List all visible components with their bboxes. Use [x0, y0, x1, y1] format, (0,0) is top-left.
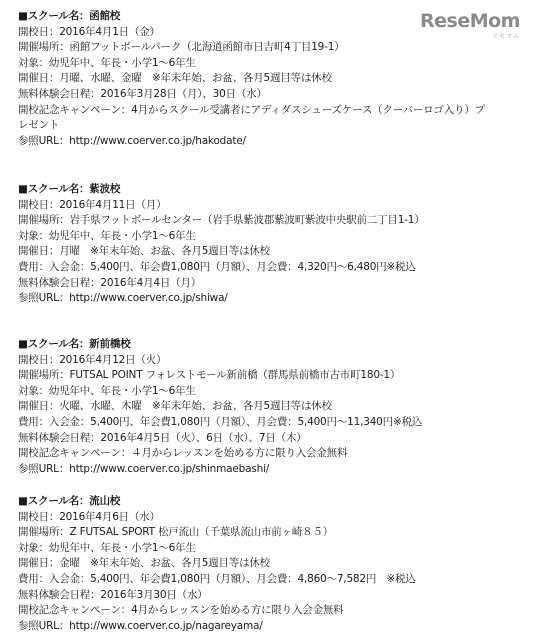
school-section-nagareyama	[18, 494, 518, 634]
venue: 開催場所：函館フットボールパーク（北海道函館市日吉町4丁目19-1）	[18, 41, 345, 54]
reference-url[interactable]: 参照URL：http://www.coerver.co.jp/shinmaebashi/	[18, 462, 270, 475]
fees: 費用：入会金：5,400円、年会費1,080円（月額）、月会費：4,860～7,582円 ※税込	[18, 572, 416, 585]
school-section-hakodate	[18, 9, 518, 149]
opening-date: 開校日：2016年4月1日（金）	[18, 25, 160, 38]
reference-url[interactable]: 参照URL：http://www.coerver.co.jp/shiwa/	[18, 292, 228, 305]
trial-dates: 無料体験会日程：2016年3月28日（月）、30日（水）	[18, 87, 267, 100]
schedule: 開催日：火曜、水曜、木曜 ※年末年始、お盆、各月5週目等は休校	[18, 400, 332, 413]
schedule: 開催日：月曜、水曜、金曜 ※年末年始、お盆、各月5週目等は休校	[18, 72, 332, 85]
target: 対象：幼児年中、年長・小学1～6年生	[18, 56, 196, 69]
campaign: 開校記念キャンペーン：４月からレッスンを始める方に限り入会金無料	[18, 447, 348, 460]
reference-url[interactable]: 参照URL：http://www.coerver.co.jp/nagareyama/	[18, 619, 263, 632]
school-section-shinmaebashi	[18, 337, 518, 477]
venue: 開催場所：岩手県フットボールセンター（岩手県紫波郡紫波町紫波中央駅前二丁目1-1）	[18, 214, 425, 227]
campaign: 開校記念キャンペーン：4月からレッスンを始める方に限り入会金無料	[18, 604, 344, 617]
schedule: 開催日：月曜 ※年末年始、お盆、各月5週目等は休校	[18, 245, 270, 258]
reference-url[interactable]: 参照URL：http://www.coerver.co.jp/hakodate/	[18, 134, 246, 147]
trial-dates: 無料体験会日程：2016年4月5日（火）、6日（水）、7日（木）	[18, 431, 307, 444]
school-title: ■スクール名：紫波校	[18, 183, 121, 195]
school-title: ■スクール名：函館校	[18, 10, 121, 22]
target: 対象：幼児年中、年長・小学1～6年生	[18, 229, 196, 242]
logo-text: ReseMom	[420, 10, 520, 32]
fees: 費用：入会金：5,400円、年会費1,080円（月額）、月会費：5,400円～11,340円※税込	[18, 415, 423, 428]
campaign: 開校記念キャンペーン：4月からスクール受講者にアディダスシューズケース（クーバーロゴ入り）プレゼント	[18, 103, 485, 132]
school-title: ■スクール名：新前橋校	[18, 338, 131, 350]
trial-dates: 無料体験会日程：2016年4月4日（月）	[18, 276, 202, 289]
fees: 費用：入会金：5,400円、年会費1,080円（月額）、月会費：4,320円～6,480円※税込	[18, 260, 416, 273]
opening-date: 開校日：2016年4月6日（水）	[18, 510, 160, 523]
trial-dates: 無料体験会日程：2016年3月30日（水）	[18, 588, 208, 601]
opening-date: 開校日：2016年4月11日（月）	[18, 198, 167, 211]
target: 対象：幼児年中、年長・小学1～6年生	[18, 541, 196, 554]
venue: 開催場所：FUTSAL POINT フォレストモール新前橋（群馬県前橋市古市町180-1）	[18, 369, 401, 382]
school-title: ■スクール名：流山校	[18, 495, 121, 507]
school-section-shiwa	[18, 182, 518, 307]
target: 対象：幼児年中、年長・小学1～6年生	[18, 384, 196, 397]
opening-date: 開校日：2016年4月12日（火）	[18, 353, 167, 366]
schedule: 開催日：金曜 ※年末年始、お盆、各月5週目等は休校	[18, 557, 270, 570]
logo-subtext: リセマム	[492, 33, 520, 40]
venue: 開催場所：Z FUTSAL SPORT 松戸流山（千葉県流山市前ヶ崎８５）	[18, 526, 334, 539]
